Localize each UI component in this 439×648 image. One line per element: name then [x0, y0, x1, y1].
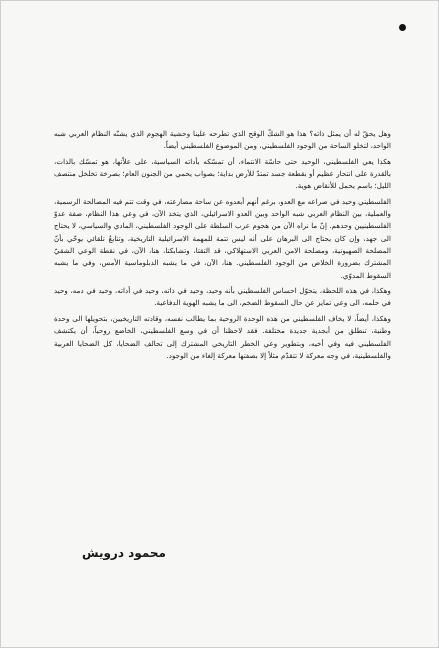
- paragraph: الفلسطيني وحيد في صراعه مع العدو، برغم أنهم أبعدوه عن ساحة مصارعته، في وقت تتم فيه المصالحة الرسمية، والعملية، بين النظام العربي شبه الواحد وبين العدو الاسرائيلي، الذي يتخذ الآن، في وعي هذا النظام، صفة عدوّ الفلسطينيين وحدهم. إنّ ما نراه الآن من هجوم عرب السلطة على الوجود الفلسطيني، المادي والسياسي، لا يحتاج الى جهد، وإن كان يحتاج الى البرهان على أنه ليس تتمة للمهمة الاسرائيلية التاريخية، وتتابعٌ تلقائي يوحّي بأنّ المصلحة الصهيونية، ومصلحة الامن العربي الاستهلاكي، قد التقتا، وتشابكتا، هنا، الآن، في نقطة الوعي الشقيّ المشترك بضرورة الخلاص من الوجود الفلسطيني. هنا، الآن، في ما يشبه الدبلوماسية الأمس، وفي ما يشبه السقوط المدوّي.: [54, 196, 391, 280]
- article-body: [54, 128, 391, 365]
- paragraph: وهل يحقّ له أن يمثل ذاته؟ هذا هو الشكّ الوقح الذي تطرحه علينا وحشية الهجوم الذي يشنّه النظام العربي شبه الواحد، لتخلو الساحة من الوجود الفلسطيني، ومن الموضوع الفلسطيني أيضاً.: [54, 129, 391, 151]
- paragraph: هكذا يعي الفلسطيني، الوحيد حتى حاسّة الانتماء، أن تمسّكه بأداته السياسية، على علاّتها، هو تمسّك بالذات، بالقدرة على انتحار عظيم أو بقطعة جسد تمتدّ للأرض بداية؛ بصواب يحمي من الجنون العام؛ بصرخة تخلخل منتصف الليل؛ باسم يحمل للأنقاض هوية.: [54, 156, 391, 191]
- paragraph: وهكذا، أيضاً، لا يخاف الفلسطيني من هذه الوحدة الروحية بما يطالب نفسه، وقادته التاريخيين، بتحويلها الى وحدة وطنية، تنطلق من أبجدية جديدة مختلفة. فقد لاحظنا أن في وسع الفلسطيني، الخاضع روحياً، أن يكتشف الفلسطيني فيه وفي أخيه، وبتطوير وعي الخطر التاريخي المشترك إلى تحالف الضحايا، كل الضحايا العربية والفلسطينية، في وجه معركة لا تتقدّم مثلاً إلا بصفتها معركة إلغاء من الوجود.: [54, 313, 391, 360]
- bullet-dot: [399, 24, 406, 31]
- author-signature: محمود درويش: [82, 546, 166, 560]
- paragraph: وهكذا، في هذه اللحظة، يتحوّل احساس الفلسطيني بأنه وحيد، وحيد في ذاته، وحيد في أداته، وحيد في دمه، وحيد في حلمه، الى وعي تمايز عن حال السقوط الضخم، الى ما يشبه الهوية الدفاعية.: [54, 286, 391, 308]
